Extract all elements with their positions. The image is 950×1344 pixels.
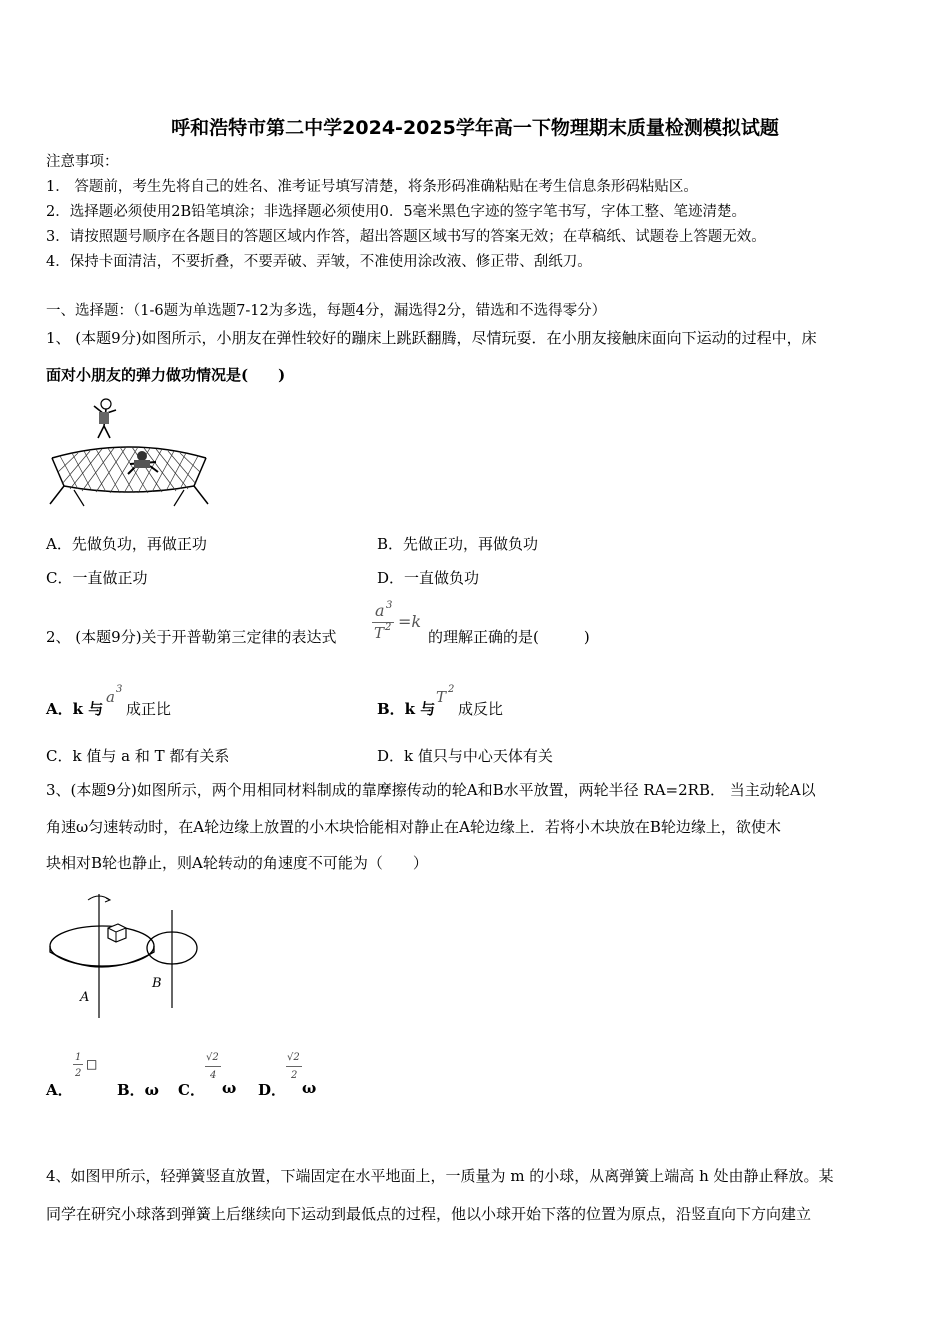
trampoline-figure: [44, 396, 214, 508]
q3-stem-line2: 角速ω匀速转动时，在A轮边缘上放置的小木块恰能相对静止在A轮边缘上．若将小木块放在B轮边缘上，欲使木: [46, 818, 781, 836]
q3-stem-line3: 块相对B轮也静止，则A轮转动的角速度不可能为（ ）: [46, 854, 428, 872]
q4-stem-line2: 同学在研究小球落到弹簧上后继续向下运动到最低点的过程，他以小球开始下落的位置为原点，沿竖直向下方向建立: [46, 1205, 812, 1223]
q3-option-c-num: √2: [206, 1052, 219, 1063]
q3-option-d-num: √2: [287, 1052, 300, 1063]
q1-option-b: B．先做正功，再做负功: [377, 535, 539, 553]
formula-numerator: a: [375, 601, 385, 620]
notice-item-3: 3．请按照题号顺序在各题目的答题区域内作答，超出答题区域书写的答案无效；在草稿纸、试题卷上答题无效。: [46, 229, 766, 245]
q2-option-a-prefix: A．k 与: [46, 700, 104, 718]
q1-stem-line1: 1、 (本题9分)如图所示，小朋友在弹性较好的蹦床上跳跃翻腾，尽情玩耍．在小朋友接触床面向下运动的过程中，床: [46, 329, 817, 347]
q3-option-b: B．ω: [117, 1081, 159, 1099]
formula-denominator-exp: 2: [385, 622, 392, 633]
q3-option-a-label: A．: [46, 1081, 73, 1099]
q2-option-c: C．k 值与 a 和 T 都有关系: [46, 747, 230, 765]
wheels-figure: [44, 890, 204, 1022]
q3-option-d-label: D．: [258, 1081, 287, 1099]
q2-option-d: D．k 值只与中心天体有关: [377, 747, 553, 765]
formula-numerator-exp: 3: [386, 600, 393, 611]
notice-item-2: 2．选择题必须使用2B铅笔填涂；非选择题必须使用0．5毫米黑色字迹的签字笔书写，字体工整、笔迹清楚。: [46, 204, 747, 220]
q3-option-c-symbol: ω: [222, 1079, 237, 1097]
q2-option-b-suffix: 成反比: [458, 700, 504, 718]
q1-option-c: C．一直做正功: [46, 569, 148, 587]
q3-option-d-bar: [286, 1066, 302, 1067]
q2-option-b-exp: 2: [448, 684, 455, 695]
q3-option-c-bar: [205, 1066, 221, 1067]
q3-option-a-symbol: □: [86, 1057, 98, 1071]
notice-heading: 注意事项：: [46, 154, 119, 170]
q2-option-a-suffix: 成正比: [126, 700, 172, 718]
q2-option-b-prefix: B．k 与: [377, 700, 436, 718]
q1-stem-line2: 面对小朋友的弹力做功情况是( ): [46, 366, 286, 384]
q2-option-a-var: a: [106, 688, 115, 706]
q3-option-c-label: C．: [178, 1081, 205, 1099]
q1-option-a: A．先做负功，再做正功: [46, 535, 207, 553]
wheel-a-label: A: [80, 990, 90, 1005]
q2-option-a-exp: 3: [116, 684, 123, 695]
q3-option-a-bar: [73, 1064, 83, 1065]
section-heading: 一、选择题：（1-6题为单选题7-12为多选，每题4分，漏选得2分，错选和不选得零分）: [46, 303, 607, 319]
q2-option-b-var: T: [436, 688, 447, 706]
q3-stem-line1: 3、(本题9分)如图所示，两个用相同材料制成的靠摩擦传动的轮A和B水平放置，两轮半径 RA=2RB． 当主动轮A以: [46, 781, 816, 799]
q2-stem-suffix: 的理解正确的是( ): [428, 628, 590, 646]
q3-option-a-den: 2: [75, 1068, 82, 1079]
page-title: 呼和浩特市第二中学2024-2025学年高一下物理期末质量检测模拟试题: [171, 117, 779, 139]
formula-rhs: =k: [398, 612, 422, 631]
notice-item-1: 1． 答题前，考生先将自己的姓名、准考证号填写清楚，将条形码准确粘贴在考生信息条形码粘贴区。: [46, 179, 698, 195]
q3-option-d-den: 2: [291, 1070, 298, 1081]
formula-denominator: T: [374, 624, 385, 642]
q3-option-c-den: 4: [210, 1070, 217, 1081]
q3-option-d-symbol: ω: [302, 1079, 317, 1097]
wheel-b-label: B: [152, 976, 162, 991]
q3-option-a-num: 1: [75, 1052, 82, 1063]
q2-stem-prefix: 2、 (本题9分)关于开普勒第三定律的表达式: [46, 628, 337, 646]
q1-option-d: D．一直做负功: [377, 569, 480, 587]
notice-item-4: 4．保持卡面清洁，不要折叠，不要弄破、弄皱，不准使用涂改液、修正带、刮纸刀。: [46, 254, 592, 270]
q4-stem-line1: 4、如图甲所示，轻弹簧竖直放置，下端固定在水平地面上，一质量为 m 的小球，从离弹簧上端高 h 处由静止释放。某: [46, 1167, 834, 1185]
